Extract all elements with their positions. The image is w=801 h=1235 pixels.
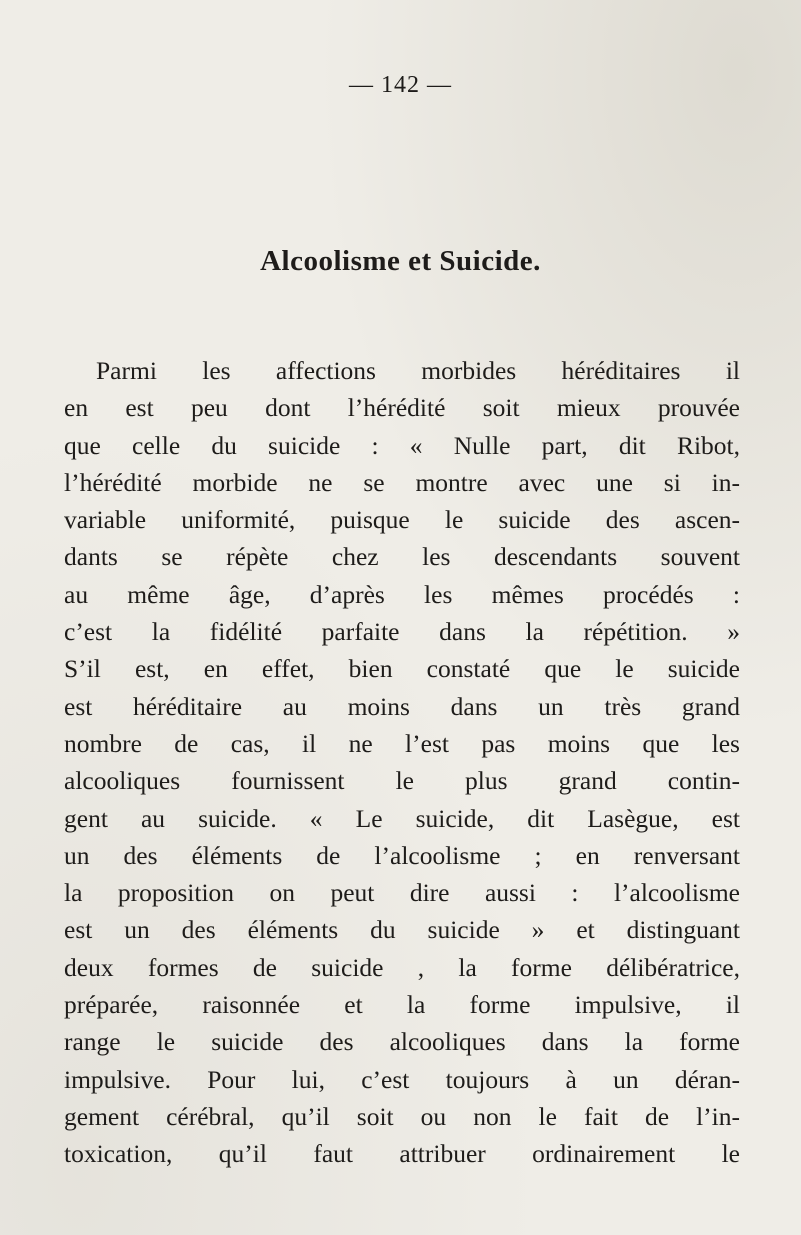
text-line: alcooliques fournissent le plus grand contin- [64,766,740,796]
section-title: Alcoolisme et Suicide. [260,245,541,277]
text-line: en est peu dont l’hérédité soit mieux prouvée [64,393,740,423]
text-line: la proposition on peut dire aussi : l’alcoolisme [64,878,740,908]
text-line: S’il est, en effet, bien constaté que le suicide [64,654,740,684]
text-line: est héréditaire au moins dans un très grand [64,691,740,721]
text-line: Parmi les affections morbides héréditaires il [96,356,740,385]
text-line: deux formes de suicide , la forme délibératrice, [64,952,740,982]
text-line: au même âge, d’après les mêmes procédés : [64,579,740,609]
text-line: dants se répète chez les descendants souvent [64,542,740,572]
text-line: nombre de cas, il ne l’est pas moins que les [64,728,740,758]
text-line: gent au suicide. « Le suicide, dit Lasègue, est [64,803,740,833]
text-line: variable uniformité, puisque le suicide des ascen- [64,505,740,535]
text-line: gement cérébral, qu’il soit ou non le fait de l’in- [64,1101,740,1131]
text-line: c’est la fidélité parfaite dans la répétition. » [64,617,740,647]
text-line: l’hérédité morbide ne se montre avec une si in- [64,467,740,497]
text-line: impulsive. Pour lui, c’est toujours à un déran- [64,1064,740,1094]
text-line: que celle du suicide : « Nulle part, dit Ribot, [64,430,740,460]
body-paragraph [64,352,740,1173]
text-line: toxication, qu’il faut attribuer ordinairement le [64,1139,740,1169]
text-line: est un des éléments du suicide » et distinguant [64,915,740,945]
page-number: — 142 — [349,72,452,98]
text-line: un des éléments de l’alcoolisme ; en renversant [64,840,740,870]
text-line: préparée, raisonnée et la forme impulsive, il [64,990,740,1020]
text-line: range le suicide des alcooliques dans la forme [64,1027,740,1057]
